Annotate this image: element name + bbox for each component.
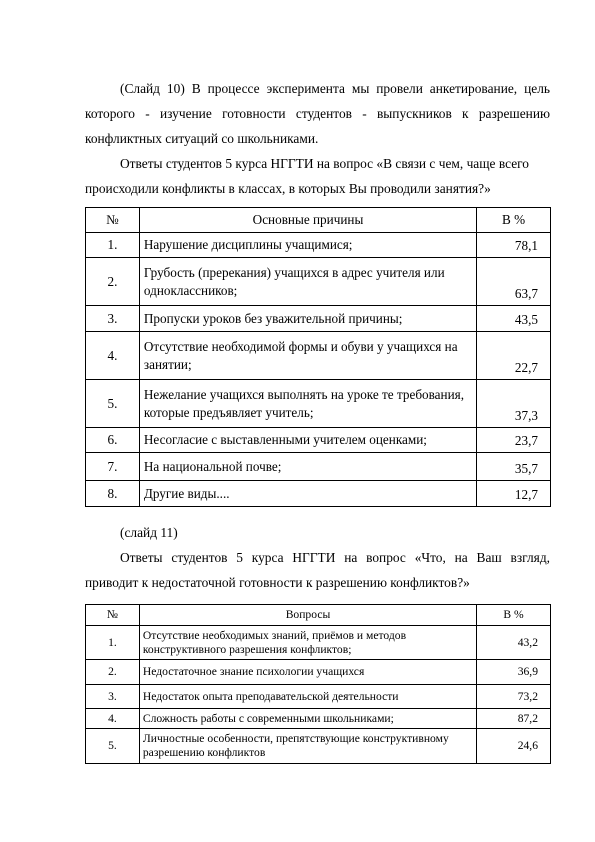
row-value: 43,5 [477, 306, 551, 332]
row-number: 5. [86, 380, 140, 428]
table-row [86, 380, 551, 428]
row-value: 35,7 [477, 453, 551, 481]
intro-paragraph [85, 76, 550, 201]
intro-line-1: (Слайд 10) В процессе эксперимента мы провели анкетирование, цель [120, 81, 550, 96]
row-number: 1. [86, 626, 140, 660]
row-number: 6. [86, 428, 140, 453]
row-text: Другие виды.... [139, 481, 476, 507]
table-row [86, 332, 551, 380]
row-value: 43,2 [477, 626, 551, 660]
table-row [86, 428, 551, 453]
table-row [86, 306, 551, 332]
row-text: Грубость (пререкания) учащихся в адрес учителя или одноклассников; [139, 258, 476, 306]
row-value: 37,3 [477, 380, 551, 428]
row-text: Личностные особенности, препятствующие конструктивному разрешению конфликтов [139, 729, 476, 764]
table-row [86, 685, 551, 709]
table-row [86, 453, 551, 481]
intro-line-5: происходили конфликты в классах, в которых Вы проводили занятия?» [85, 181, 491, 196]
column-header-percent: В % [477, 208, 551, 233]
table-row [86, 481, 551, 507]
row-value: 63,7 [477, 258, 551, 306]
row-number: 8. [86, 481, 140, 507]
row-text: Отсутствие необходимых знаний, приёмов и методов конструктивного разрешения конфликтов; [139, 626, 476, 660]
reasons-table [85, 604, 551, 764]
table-row [86, 258, 551, 306]
second-paragraph [85, 520, 550, 595]
row-value: 12,7 [477, 481, 551, 507]
slide-label: (слайд 11) [120, 525, 178, 540]
row-text: Несогласие с выставленными учителем оценками; [139, 428, 476, 453]
row-value: 87,2 [477, 709, 551, 729]
row-value: 22,7 [477, 332, 551, 380]
second-line-1: Ответы студентов 5 курса НГГТИ на вопрос «Что, на Ваш взгляд, [120, 550, 550, 565]
row-number: 4. [86, 709, 140, 729]
row-text: Отсутствие необходимой формы и обуви у учащихся на занятии; [139, 332, 476, 380]
table-row [86, 660, 551, 685]
table-row [86, 233, 551, 258]
intro-line-4: Ответы студентов 5 курса НГГТИ на вопрос «В связи с чем, чаще всего [120, 156, 529, 171]
row-number: 3. [86, 306, 140, 332]
row-text: Недостаток опыта преподавательской деятельности [139, 685, 476, 709]
column-header-number: № [86, 208, 140, 233]
row-text: Нарушение дисциплины учащимися; [139, 233, 476, 258]
intro-line-2: которого - изучение готовности студентов - выпускников к разрешению [85, 106, 550, 121]
table-header-row [86, 208, 551, 233]
intro-line-3: конфликтных ситуаций со школьниками. [85, 131, 319, 146]
table-row [86, 626, 551, 660]
column-header-percent: В % [477, 605, 551, 626]
causes-table [85, 207, 551, 507]
row-value: 36,9 [477, 660, 551, 685]
row-value: 23,7 [477, 428, 551, 453]
row-number: 5. [86, 729, 140, 764]
row-value: 78,1 [477, 233, 551, 258]
column-header-number: № [86, 605, 140, 626]
row-number: 2. [86, 660, 140, 685]
column-header-causes: Основные причины [139, 208, 476, 233]
column-header-questions: Вопросы [139, 605, 476, 626]
row-number: 4. [86, 332, 140, 380]
row-value: 24,6 [477, 729, 551, 764]
row-text: Недостаточное знание психологии учащихся [139, 660, 476, 685]
row-number: 1. [86, 233, 140, 258]
second-line-2: приводит к недостаточной готовности к разрешению конфликтов?» [85, 575, 470, 590]
row-text: Пропуски уроков без уважительной причины; [139, 306, 476, 332]
row-number: 3. [86, 685, 140, 709]
table-row [86, 729, 551, 764]
table-header-row [86, 605, 551, 626]
row-value: 73,2 [477, 685, 551, 709]
row-text: Сложность работы с современными школьниками; [139, 709, 476, 729]
row-number: 2. [86, 258, 140, 306]
row-text: На национальной почве; [139, 453, 476, 481]
row-number: 7. [86, 453, 140, 481]
row-text: Нежелание учащихся выполнять на уроке те требования, которые предъявляет учитель; [139, 380, 476, 428]
table-row [86, 709, 551, 729]
